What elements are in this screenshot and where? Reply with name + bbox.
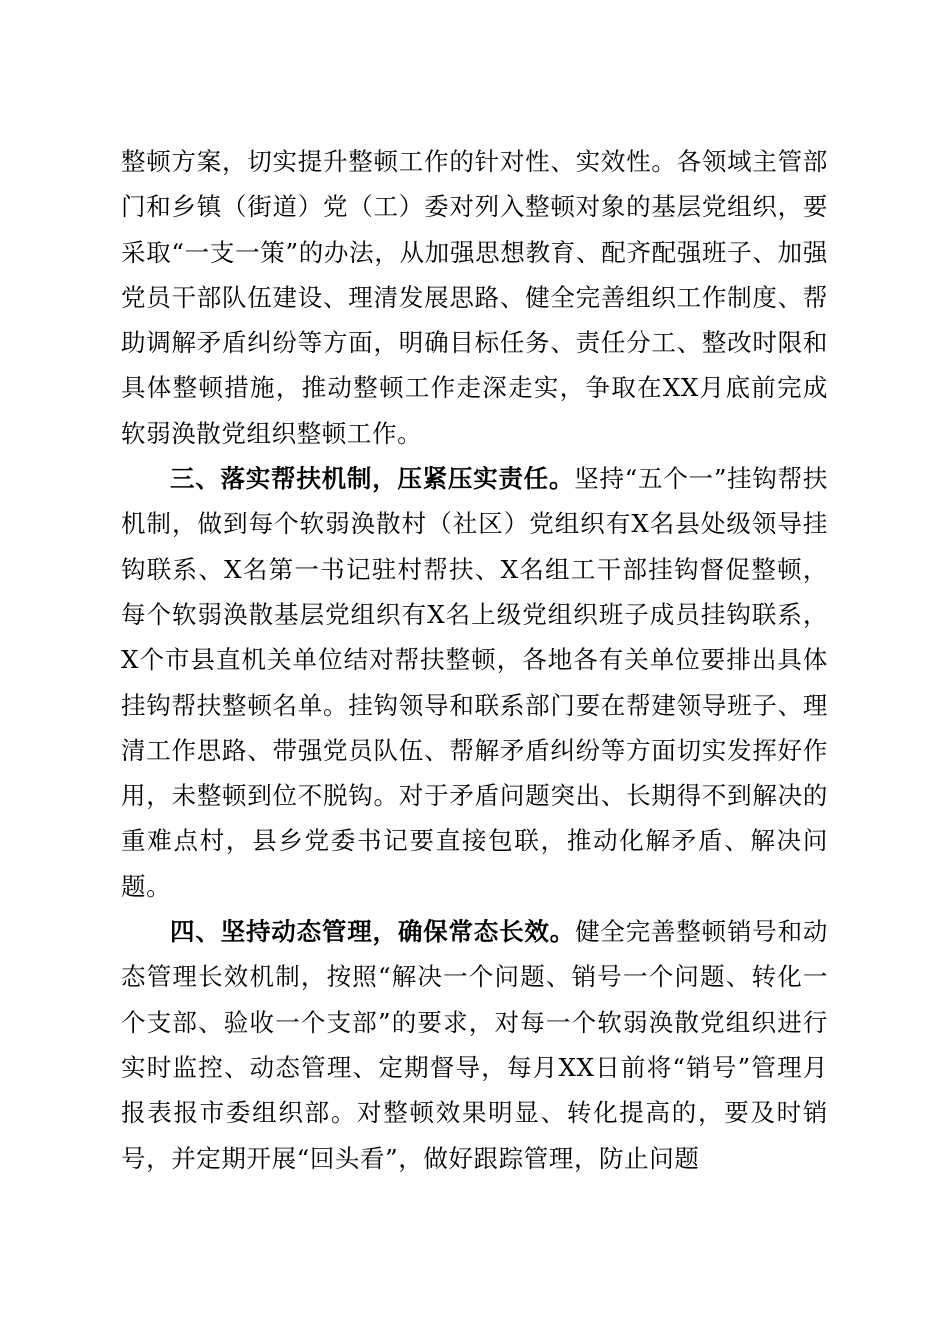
section-4-body: 健全完善整顿销号和动态管理长效机制，按照“解决一个问题、销号一个问题、转化一个支部、验收一个支部”的要求，对每一个软弱涣散党组织进行实时监控、动态管理、定期督导，每月XX日前将“销号”管理月报表报市委组织部。对整顿效果明显、转化提高的，要及时销号，并定期开展“回头看”，做好跟踪管理，防止问题 [121, 917, 829, 1173]
document-body [121, 139, 828, 1181]
section-4-heading: 四、坚持动态管理，确保常态长效。 [170, 917, 576, 947]
section-3-body: 坚持“五个一”挂钩帮扶机制，做到每个软弱涣散村（社区）党组织有X名县处级领导挂钩联系、X名第一书记驻村帮扶、X名组工干部挂钩督促整顿，每个软弱涣散基层党组织有X名上级党组织班子成员挂钩联系，X个市县直机关单位结对帮扶整顿，各地各有关单位要排出具体挂钩帮扶整顿名单。挂钩领导和联系部门要在帮建领导班子、理清工作思路、带强党员队伍、帮解矛盾纠纷等方面切实发挥好作用，未整顿到位不脱钩。对于矛盾问题突出、长期得不到解决的重难点村，县乡党委书记要直接包联，推动化解矛盾、解决问题。 [121, 464, 828, 901]
paragraph-continuation: 整顿方案，切实提升整顿工作的针对性、实效性。各领域主管部门和乡镇（街道）党（工）委对列入整顿对象的基层党组织，要采取“一支一策”的办法，从加强思想教育、配齐配强班子、加强党员干部队伍建设、理清发展思路、健全完善组织工作制度、帮助调解矛盾纠纷等方面，明确目标任务、责任分工、整改时限和具体整顿措施，推动整顿工作走深走实，争取在XX月底前完成软弱涣散党组织整顿工作。 [121, 147, 828, 448]
section-3-paragraph [121, 456, 828, 909]
section-3-heading: 三、落实帮扶机制，压紧压实责任。 [170, 464, 575, 494]
section-4-paragraph [121, 909, 828, 1181]
